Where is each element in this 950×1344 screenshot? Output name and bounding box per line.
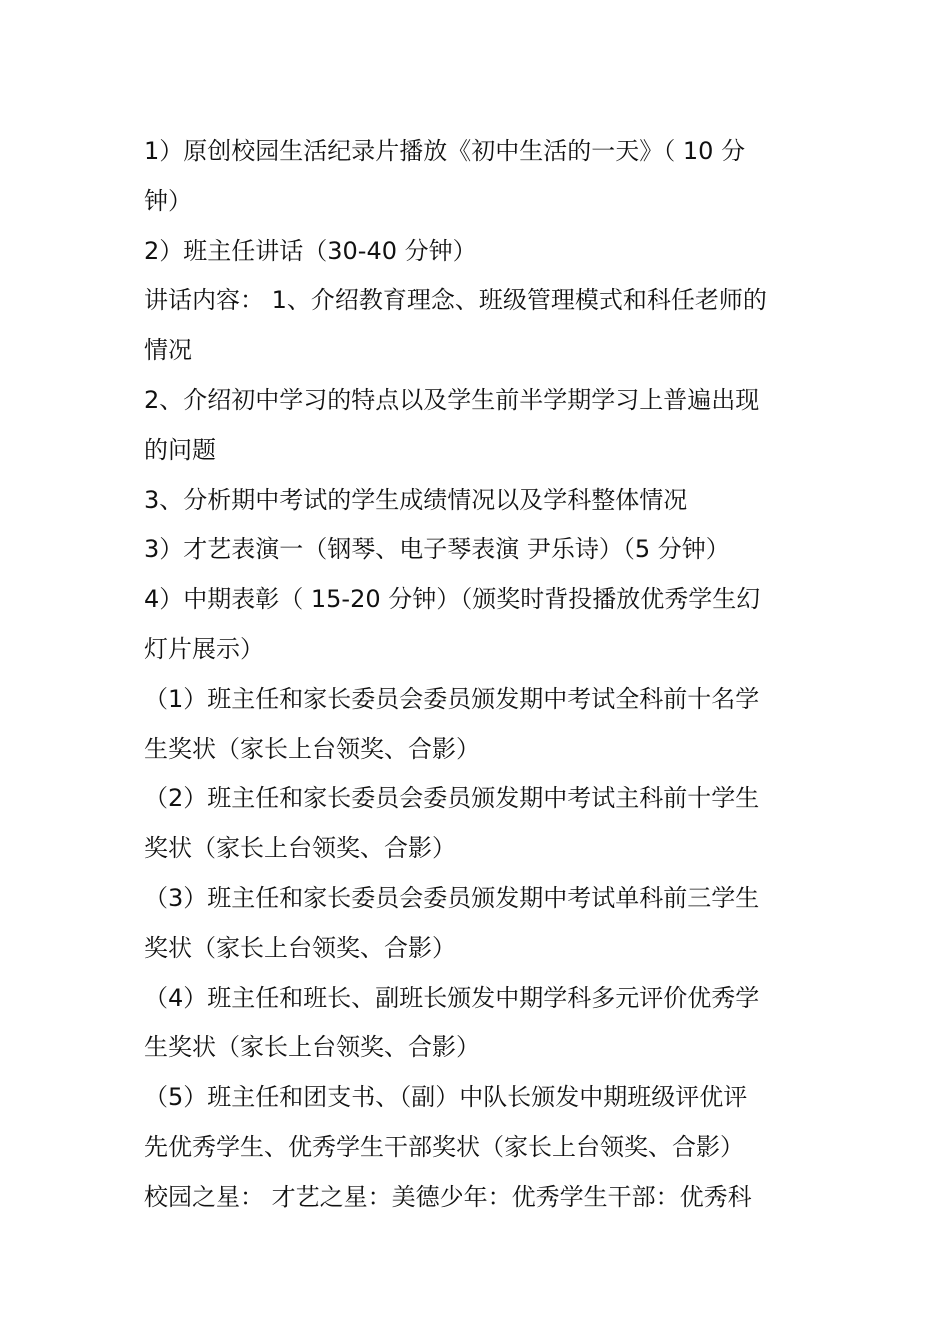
text-line: （5）班主任和团支书、（副）中队长颁发中期班级评优评 xyxy=(144,1083,748,1112)
text-line: 1）原创校园生活纪录片播放《初中生活的一天》（ 10 分 xyxy=(144,137,746,165)
text-line: 4）中期表彰（ 15-20 分钟）（颁奖时背投播放优秀学生幻 xyxy=(144,585,761,614)
text-line: 2、介绍初中学习的特点以及学生前半学期学习上普遍出现 xyxy=(144,385,760,414)
text-line: 生奖状（家长上台领奖、合影） xyxy=(144,734,480,763)
text-line: 情况 xyxy=(144,336,192,365)
text-line: （1）班主任和家长委员会委员颁发期中考试全科前十名学 xyxy=(144,684,760,713)
text-line: 奖状（家长上台领奖、合影） xyxy=(144,933,456,962)
text-line: 3）才艺表演一（钢琴、电子琴表演 尹乐诗）（5 分钟） xyxy=(144,535,730,564)
text-line: 钟） xyxy=(144,186,192,215)
text-line: 校园之星： 才艺之星：美德少年：优秀学生干部：优秀科 xyxy=(144,1182,752,1211)
text-line: 3、分析期中考试的学生成绩情况以及学科整体情况 xyxy=(144,485,688,514)
text-line: 讲话内容： 1、介绍教育理念、班级管理模式和科任老师的 xyxy=(144,286,767,315)
text-line: 的问题 xyxy=(144,435,216,464)
text-line: （4）班主任和班长、副班长颁发中期学科多元评价优秀学 xyxy=(144,983,760,1012)
text-line: 生奖状（家长上台领奖、合影） xyxy=(144,1033,480,1062)
text-line: 2）班主任讲话（30-40 分钟） xyxy=(144,236,477,265)
document-body xyxy=(144,127,806,1223)
text-line: 奖状（家长上台领奖、合影） xyxy=(144,834,456,863)
text-line: 灯片展示） xyxy=(144,634,264,663)
text-line: （3）班主任和家长委员会委员颁发期中考试单科前三学生 xyxy=(144,883,760,912)
text-line: 先优秀学生、优秀学生干部奖状（家长上台领奖、合影） xyxy=(144,1132,744,1161)
text-line: （2）班主任和家长委员会委员颁发期中考试主科前十学生 xyxy=(144,784,760,813)
